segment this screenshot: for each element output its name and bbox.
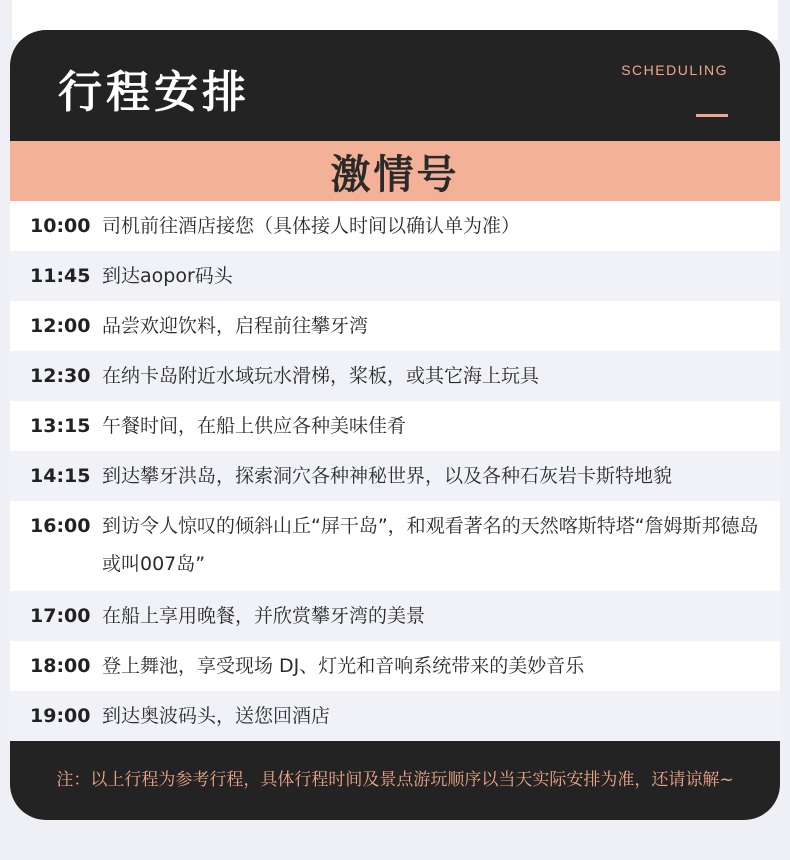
schedule-row: [10, 251, 780, 301]
schedule-list: [10, 201, 780, 741]
schedule-row: [10, 451, 780, 501]
schedule-row: [10, 641, 780, 691]
schedule-time: 10:00: [30, 215, 91, 237]
schedule-time: 16:00: [30, 515, 91, 537]
schedule-text: 到访令人惊叹的倾斜山丘“屏干岛”，和观看著名的天然喀斯特塔“詹姆斯邦德岛或叫007岛”: [102, 515, 759, 575]
schedule-text: 登上舞池，享受现场 DJ、灯光和音响系统带来的美妙音乐: [102, 655, 585, 677]
footer-note-text: 注：以上行程为参考行程，具体行程时间及景点游玩顺序以当天实际安排为准，还请谅解~: [56, 770, 734, 790]
section-subtitle: SCHEDULING: [621, 62, 728, 78]
schedule-time: 12:00: [30, 315, 91, 337]
schedule-row: [10, 201, 780, 251]
schedule-text: 在船上享用晚餐，并欣赏攀牙湾的美景: [102, 605, 426, 627]
schedule-text: 在纳卡岛附近水域玩水滑梯，桨板，或其它海上玩具: [102, 365, 540, 387]
footer-note: [10, 741, 780, 820]
page-title: 行程安排: [58, 67, 250, 118]
schedule-time: 12:30: [30, 365, 91, 387]
boat-name-band: [10, 141, 780, 201]
schedule-time: 18:00: [30, 655, 91, 677]
schedule-row: [10, 401, 780, 451]
schedule-row: [10, 301, 780, 351]
schedule-text: 午餐时间，在船上供应各种美味佳肴: [102, 415, 407, 437]
schedule-text: 到达攀牙洪岛，探索洞穴各种神秘世界，以及各种石灰岩卡斯特地貌: [102, 465, 673, 487]
schedule-text: 品尝欢迎饮料，启程前往攀牙湾: [102, 315, 369, 337]
accent-dash: [696, 114, 728, 117]
schedule-time: 19:00: [30, 705, 91, 727]
schedule-card: [10, 30, 780, 820]
schedule-time: 14:15: [30, 465, 91, 487]
schedule-row: [10, 351, 780, 401]
card-header: [10, 30, 780, 141]
schedule-time: 17:00: [30, 605, 91, 627]
schedule-text: 到达奥波码头，送您回酒店: [102, 705, 331, 727]
schedule-text: 到达aopor码头: [102, 265, 233, 287]
schedule-row: [10, 501, 780, 591]
schedule-text: 司机前往酒店接您（具体接人时间以确认单为准）: [102, 215, 521, 237]
schedule-row: [10, 691, 780, 741]
schedule-row: [10, 591, 780, 641]
schedule-time: 11:45: [30, 265, 91, 287]
schedule-time: 13:15: [30, 415, 91, 437]
boat-name: 激情号: [330, 151, 460, 198]
